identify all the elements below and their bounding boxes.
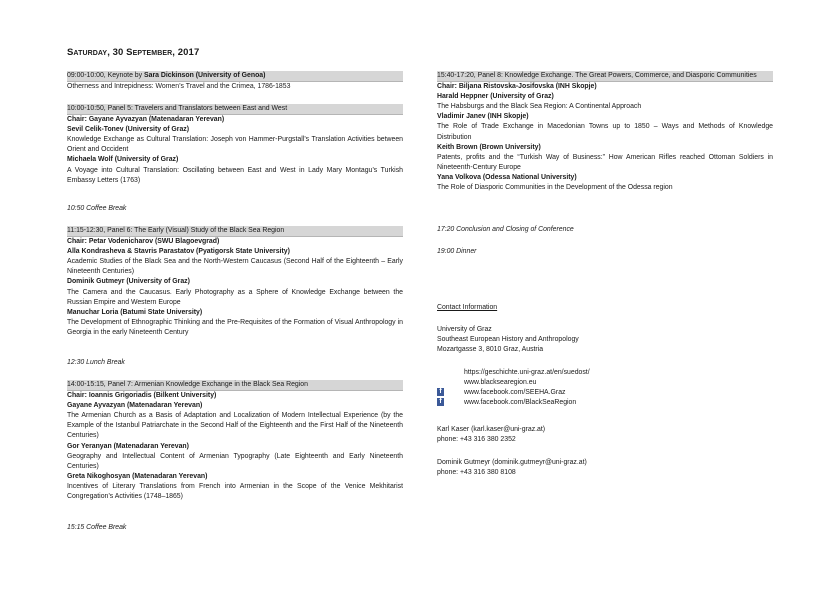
org-name: University of Graz — [437, 326, 492, 333]
keynote-header: 09:00-10:00, Keynote by Sara Dickinson (University of Genoa) — [67, 71, 403, 82]
facebook-link[interactable]: www.facebook.com/SEEHA.Graz — [464, 389, 566, 397]
panel6-speaker: Dominik Gutmeyr (University of Graz) — [67, 278, 190, 286]
dinner-item: 19:00 Dinner — [437, 248, 477, 255]
panel7-talk: Incentives of Literary Translations from French into Armenian in the Scope of the Venice Mekhitarist Congregation’s Activities (1748–1865) — [67, 482, 403, 501]
website-link[interactable]: https://geschichte.uni-graz.at/en/suedost/ — [464, 369, 590, 376]
facebook-link[interactable]: www.facebook.com/BlackSeaRegion — [464, 399, 577, 407]
panel7-talk: The Armenian Church as a Basis of Adaptation and Localization of Modern Intellectual Experience (by the Example of the Istanbul Patriarchate in the Second Half of the Eighteenth and the First Half of the Nineteenth Centuries) — [67, 412, 403, 440]
contact-phone: phone: +43 316 380 8108 — [437, 469, 516, 477]
contact-heading: Contact Information — [437, 304, 498, 311]
panel6-speaker: Alla Kondrasheva & Stavris Parastatov (Pyatigorsk State University) — [67, 248, 290, 256]
org-unit: Southeast European History and Anthropology — [437, 336, 579, 344]
break-lunch: 12:30 Lunch Break — [67, 359, 125, 366]
panel6-block — [67, 226, 403, 338]
day-title: Saturday, 30 September, 2017 — [67, 47, 200, 58]
panel6-header: 11:15-12:30, Panel 6: The Early (Visual) Study of the Black Sea Region — [67, 226, 403, 237]
contact-phone: phone: +43 316 380 2352 — [437, 436, 516, 444]
org-address: Mozartgasse 3, 8010 Graz, Austria — [437, 346, 544, 354]
panel7-block — [67, 380, 403, 502]
panel8-speaker: Keith Brown (Brown University) — [437, 143, 541, 151]
panel8-speaker: Vladimir Janev (INH Skopje) — [437, 113, 529, 121]
break-coffee-1: 10:50 Coffee Break — [67, 205, 127, 212]
web-links-block — [437, 368, 590, 408]
contact-address-block — [437, 325, 579, 355]
panel5-chair: Chair: Gayane Ayvazyan (Matenadaran Yerevan) — [67, 116, 225, 124]
break-coffee-2: 15:15 Coffee Break — [67, 524, 127, 531]
panel5-talk: Knowledge Exchange as Cultural Translation: Joseph von Hammer-Purgstall’s Translation Activities between Orient and Occident — [67, 136, 403, 154]
panel7-header: 14:00-15:15, Panel 7: Armenian Knowledge Exchange in the Black Sea Region — [67, 380, 403, 391]
panel8-talk: The Role of Trade Exchange in Macedonian Towns up to 1850 – Ways and Methods of Knowledge Distribution — [437, 123, 773, 141]
panel8-talk: Patents, profits and the “Turkish Way of Business:” How American Rifles reached Ottoman Soldiers in Nineteenth-Century Europe — [437, 153, 773, 171]
keynote-title: Otherness and Intrepidness: Women’s Travel and the Crimea, 1786-1853 — [67, 83, 291, 91]
contact-name-email: Dominik Gutmeyr (dominik.gutmeyr@uni-graz.at) — [437, 459, 587, 466]
contact-person-2 — [437, 458, 587, 478]
panel5-block — [67, 104, 403, 186]
panel7-speaker: Greta Nikoghosyan (Matenadaran Yerevan) — [67, 472, 208, 480]
panel8-talk: The Habsburgs and the Black Sea Region: A Continental Approach — [437, 103, 642, 111]
panel6-talk: The Camera and the Caucasus. Early Photography as a Sphere of Knowledge Exchange between the Russian Empire and Western Europe — [67, 288, 403, 306]
panel6-talk: The Development of Ethnographic Thinking and the Pre-Requisites of the Formation of Visual Anthropology in Georgia in the early Nineteenth Century — [67, 318, 403, 336]
website-link[interactable]: www.blacksearegion.eu — [464, 379, 537, 387]
panel5-talk: A Voyage into Cultural Translation: Oscillating between East and West in Lady Mary Montagu’s Turkish Embassy Letters (1763) — [67, 166, 403, 184]
panel7-speaker: Gayane Ayvazyan (Matenadaran Yerevan) — [67, 402, 203, 410]
facebook-icon: f — [437, 398, 444, 406]
panel5-speaker: Sevil Celik-Tonev (University of Graz) — [67, 126, 190, 134]
panel8-speaker: Yana Volkova (Odessa National University) — [437, 173, 577, 181]
panel5-header: 10:00-10:50, Panel 5: Travelers and Translators between East and West — [67, 104, 403, 115]
contact-person-1 — [437, 425, 545, 445]
panel6-talk: Academic Studies of the Black Sea and the North-Western Caucasus (Second Half of the Eighteenth – Early Nineteenth Centuries) — [67, 258, 403, 276]
panel6-speaker: Manuchar Loria (Batumi State University) — [67, 308, 203, 316]
panel8-header: 15:40-17:20, Panel 8: Knowledge Exchange. The Great Powers, Commerce, and Diasporic Communities — [437, 71, 773, 82]
panel6-chair: Chair: Petar Vodenicharov (SWU Blagoevgrad) — [67, 238, 220, 246]
panel5-speaker: Michaela Wolf (University of Graz) — [67, 156, 179, 164]
panel8-block — [437, 71, 773, 193]
panel7-speaker: Gor Yeranyan (Matenadaran Yerevan) — [67, 442, 189, 450]
closing-item: 17:20 Conclusion and Closing of Conference — [437, 226, 574, 233]
panel7-chair: Chair: Ioannis Grigoriadis (Bilkent University) — [67, 392, 217, 400]
panel8-talk: The Role of Diasporic Communities in the Development of the Odessa region — [437, 184, 673, 192]
panel8-chair: Chair: Biljana Ristovska-Josifovska (INH Skopje) — [437, 83, 597, 91]
contact-name-email: Karl Kaser (karl.kaser@uni-graz.at) — [437, 426, 546, 433]
keynote-block — [67, 71, 403, 92]
panel7-talk: Geography and Intellectual Content of Armenian Typography (Late Eighteenth and Early Nineteenth Centuries) — [67, 452, 403, 470]
panel8-speaker: Harald Heppner (University of Graz) — [437, 93, 554, 101]
facebook-icon: f — [437, 388, 444, 396]
